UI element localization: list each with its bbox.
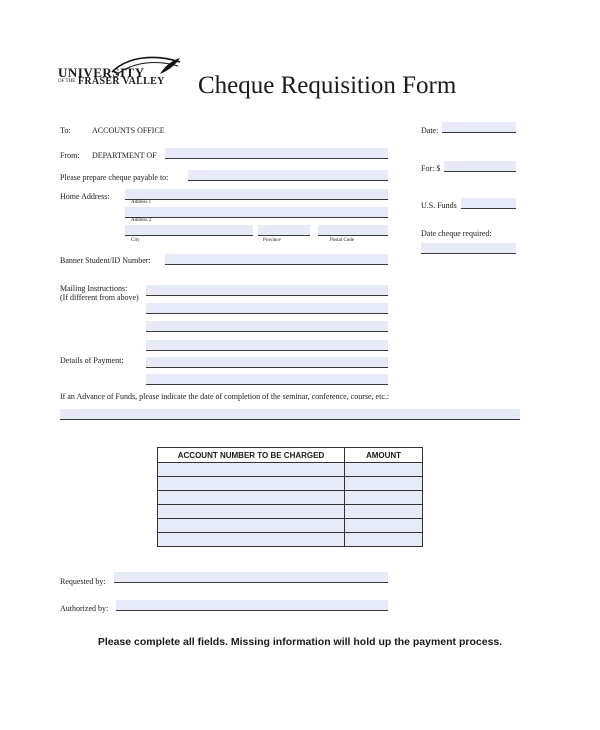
table-row bbox=[158, 519, 423, 533]
province-hint: Province bbox=[263, 238, 281, 243]
mailing-line-2[interactable] bbox=[146, 303, 388, 314]
amount-cell[interactable] bbox=[345, 519, 423, 533]
postal-code-hint: Postal Code bbox=[330, 238, 355, 243]
advance-completion-field[interactable] bbox=[60, 409, 520, 420]
details-line-2[interactable] bbox=[146, 357, 388, 368]
authorized-by-field[interactable] bbox=[116, 600, 388, 611]
date-required-field[interactable] bbox=[421, 243, 516, 254]
details-line-3[interactable] bbox=[146, 374, 388, 385]
account-number-cell[interactable] bbox=[158, 463, 345, 477]
mailing-instructions-label: Mailing Instructions: bbox=[60, 284, 128, 293]
amount-cell[interactable] bbox=[345, 491, 423, 505]
province-field[interactable] bbox=[258, 225, 310, 236]
address-2-hint: Address 2 bbox=[131, 218, 152, 223]
banner-id-label: Banner Student/ID Number: bbox=[60, 256, 151, 265]
logo-text-fraser-valley: FRASER VALLEY bbox=[78, 76, 165, 87]
logo-text-of-the: OF THE bbox=[58, 79, 76, 84]
account-number-cell[interactable] bbox=[158, 477, 345, 491]
for-amount-field[interactable] bbox=[444, 161, 516, 172]
advance-of-funds-label: If an Advance of Funds, please indicate the date of completion of the seminar, conference, course, etc.: bbox=[60, 392, 390, 401]
table-row bbox=[158, 533, 423, 547]
table-row bbox=[158, 491, 423, 505]
address-1-hint: Address 1 bbox=[131, 200, 152, 205]
banner-id-field[interactable] bbox=[165, 254, 388, 265]
mailing-instructions-sublabel: (If different from above) bbox=[60, 293, 139, 302]
account-number-cell[interactable] bbox=[158, 533, 345, 547]
requested-by-label: Requested by: bbox=[60, 577, 106, 586]
home-address-label: Home Address: bbox=[60, 192, 110, 201]
account-number-cell[interactable] bbox=[158, 491, 345, 505]
date-label: Date: bbox=[421, 126, 439, 135]
us-funds-label: U.S. Funds bbox=[421, 201, 457, 210]
mailing-line-1[interactable] bbox=[146, 285, 388, 296]
amount-cell[interactable] bbox=[345, 533, 423, 547]
page-title: Cheque Requisition Form bbox=[198, 72, 457, 99]
to-label: To: bbox=[60, 126, 71, 135]
payable-to-field[interactable] bbox=[188, 170, 388, 181]
details-of-payment-label: Details of Payment: bbox=[60, 356, 124, 365]
table-row bbox=[158, 505, 423, 519]
us-funds-field[interactable] bbox=[461, 198, 516, 209]
requested-by-field[interactable] bbox=[114, 572, 388, 583]
amount-cell[interactable] bbox=[345, 463, 423, 477]
postal-code-field[interactable] bbox=[318, 225, 388, 236]
authorized-by-label: Authorized by: bbox=[60, 604, 109, 613]
details-line-1[interactable] bbox=[146, 340, 388, 351]
to-value: ACCOUNTS OFFICE bbox=[92, 126, 165, 135]
account-table-header-row bbox=[158, 448, 423, 463]
city-field[interactable] bbox=[125, 225, 253, 236]
from-value: DEPARTMENT OF bbox=[92, 151, 157, 160]
account-number-cell[interactable] bbox=[158, 505, 345, 519]
account-table bbox=[157, 447, 423, 547]
amount-cell[interactable] bbox=[345, 477, 423, 491]
address-2-field[interactable] bbox=[125, 207, 388, 218]
amount-cell[interactable] bbox=[345, 505, 423, 519]
account-number-cell[interactable] bbox=[158, 519, 345, 533]
for-amount-label: For: $ bbox=[421, 164, 441, 173]
department-field[interactable] bbox=[165, 148, 388, 159]
from-label: From: bbox=[60, 151, 80, 160]
logo-text-university: UNIVERSITY bbox=[58, 65, 145, 80]
city-hint: City bbox=[131, 238, 140, 243]
address-field[interactable] bbox=[125, 189, 388, 200]
table-row bbox=[158, 477, 423, 491]
payable-to-label: Please prepare cheque payable to: bbox=[60, 173, 169, 182]
university-logo bbox=[58, 52, 178, 94]
footer-notice: Please complete all fields. Missing information will hold up the payment process. bbox=[97, 636, 503, 648]
date-field[interactable] bbox=[442, 122, 516, 133]
account-number-header: ACCOUNT NUMBER TO BE CHARGED bbox=[158, 448, 345, 463]
mailing-line-3[interactable] bbox=[146, 321, 388, 332]
table-row bbox=[158, 463, 423, 477]
amount-header: AMOUNT bbox=[345, 448, 423, 463]
date-required-label: Date cheque required: bbox=[421, 229, 492, 238]
